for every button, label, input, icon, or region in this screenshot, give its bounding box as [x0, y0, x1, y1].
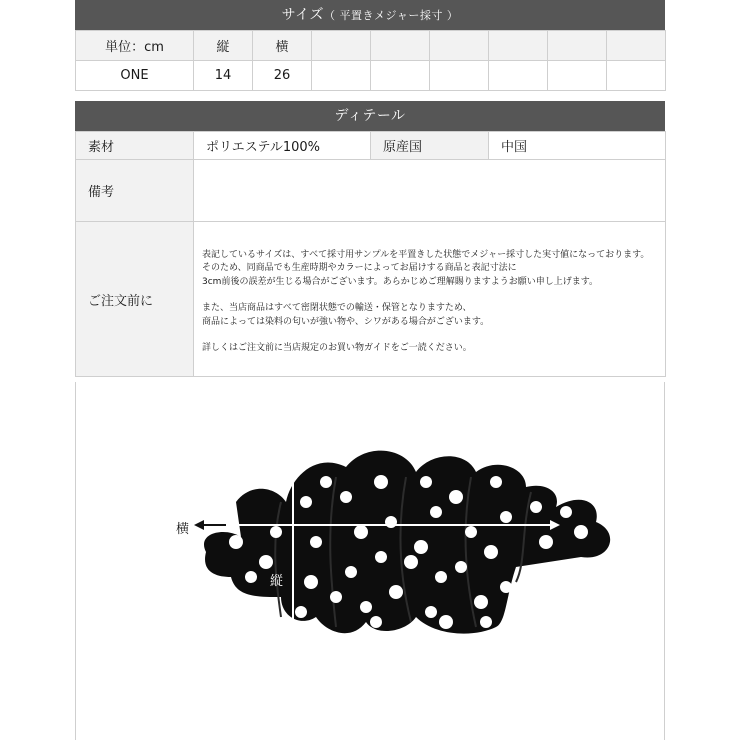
polka-dot	[484, 545, 498, 559]
remarks-value	[194, 160, 666, 222]
material-label: 素材	[76, 132, 194, 160]
polka-dot	[389, 585, 403, 599]
height-label: 縦	[270, 574, 284, 589]
detail-row-material	[76, 132, 666, 160]
polka-dot	[259, 555, 273, 569]
detail-section-title: ディテール	[334, 108, 406, 124]
polka-dot	[420, 476, 432, 488]
size-section-title: サイズ	[281, 7, 325, 23]
polka-dot	[560, 506, 572, 518]
product-photo-panel	[75, 382, 665, 740]
notice-line: 商品によっては染料の匂いが強い物や、シワがある場合がございます。	[202, 316, 490, 327]
size-table-row	[76, 61, 666, 91]
width-label: 横	[176, 522, 190, 537]
polka-dot	[539, 535, 553, 549]
size-header-cell	[312, 31, 371, 61]
size-cell	[430, 61, 489, 91]
notice-line: また、当店商品はすべて密閉状態での輸送・保管となりますため、	[202, 303, 472, 313]
size-header-cell: 横	[253, 31, 312, 61]
polka-dot	[345, 566, 357, 578]
height-arrow-head	[288, 622, 298, 632]
polka-dot	[474, 595, 488, 609]
size-header-cell: 単位：cm	[76, 31, 194, 61]
size-cell	[607, 61, 666, 91]
polka-dot	[435, 571, 447, 583]
scrunchie-illustration	[76, 382, 664, 740]
size-cell	[548, 61, 607, 91]
polka-dot	[425, 606, 437, 618]
polka-dot	[414, 540, 428, 554]
size-header-cell: 縦	[194, 31, 253, 61]
polka-dot	[500, 511, 512, 523]
polka-dot	[449, 490, 463, 504]
detail-row-remarks	[76, 160, 666, 222]
notice-line: 表記しているサイズは、すべて採寸用サンプルを平置きした状態でメジャー採寸した実寸値になっております。	[202, 249, 650, 260]
polka-dot	[430, 506, 442, 518]
origin-label: 原産国	[371, 132, 489, 160]
polka-dot	[304, 575, 318, 589]
polka-dot	[530, 501, 542, 513]
polka-dot	[385, 516, 397, 528]
size-cell: 26	[253, 61, 312, 91]
size-header-cell	[548, 31, 607, 61]
polka-dot	[490, 476, 502, 488]
polka-dot	[455, 561, 467, 573]
notice-line: 詳しくはご注文前に当店規定のお買い物ガイドをご一読ください。	[202, 343, 472, 353]
notice-line: 3cm前後の誤差が生じる場合がございます。あらかじめご理解賜りますようお願い申し上げます。	[202, 276, 599, 287]
notice-label: ご注文前に	[76, 222, 194, 377]
size-header-cell	[607, 31, 666, 61]
origin-value: 中国	[489, 132, 666, 160]
product-info-sheet	[75, 0, 665, 377]
polka-dot	[340, 491, 352, 503]
height-arrow-head	[288, 444, 298, 454]
polka-dot	[354, 525, 368, 539]
polka-dot	[300, 496, 312, 508]
size-cell: 14	[194, 61, 253, 91]
remarks-label: 備考	[76, 160, 194, 222]
size-cell	[489, 61, 548, 91]
size-header-cell	[489, 31, 548, 61]
polka-dot	[480, 616, 492, 628]
polka-dot	[500, 581, 512, 593]
size-header-cell	[371, 31, 430, 61]
detail-row-notice	[76, 222, 666, 377]
size-cell: ONE	[76, 61, 194, 91]
size-cell	[312, 61, 371, 91]
size-cell	[371, 61, 430, 91]
size-section-subtitle: （ 平置きメジャー採寸 ）	[324, 9, 459, 22]
polka-dot	[374, 475, 388, 489]
polka-dot	[525, 566, 537, 578]
polka-dot	[310, 536, 322, 548]
material-value: ポリエステル100%	[194, 132, 371, 160]
polka-dot	[439, 615, 453, 629]
detail-section-header	[75, 101, 665, 131]
notice-text	[194, 222, 666, 377]
polka-dot	[229, 535, 243, 549]
polka-dot	[465, 526, 477, 538]
polka-dot	[375, 551, 387, 563]
polka-dot	[295, 606, 307, 618]
polka-dot	[320, 476, 332, 488]
polka-dot	[270, 526, 282, 538]
polka-dot	[370, 616, 382, 628]
polka-dot	[330, 591, 342, 603]
polka-dot	[245, 571, 257, 583]
size-header-cell	[430, 31, 489, 61]
notice-line: そのため、同商品でも生産時期やカラーによってお届けする商品と表記寸法に	[202, 263, 517, 273]
size-table-header-row	[76, 31, 666, 61]
polka-dot	[360, 601, 372, 613]
polka-dot	[574, 525, 588, 539]
size-section-header	[75, 0, 665, 30]
detail-table	[75, 131, 666, 377]
size-table	[75, 30, 666, 91]
polka-dot	[404, 555, 418, 569]
